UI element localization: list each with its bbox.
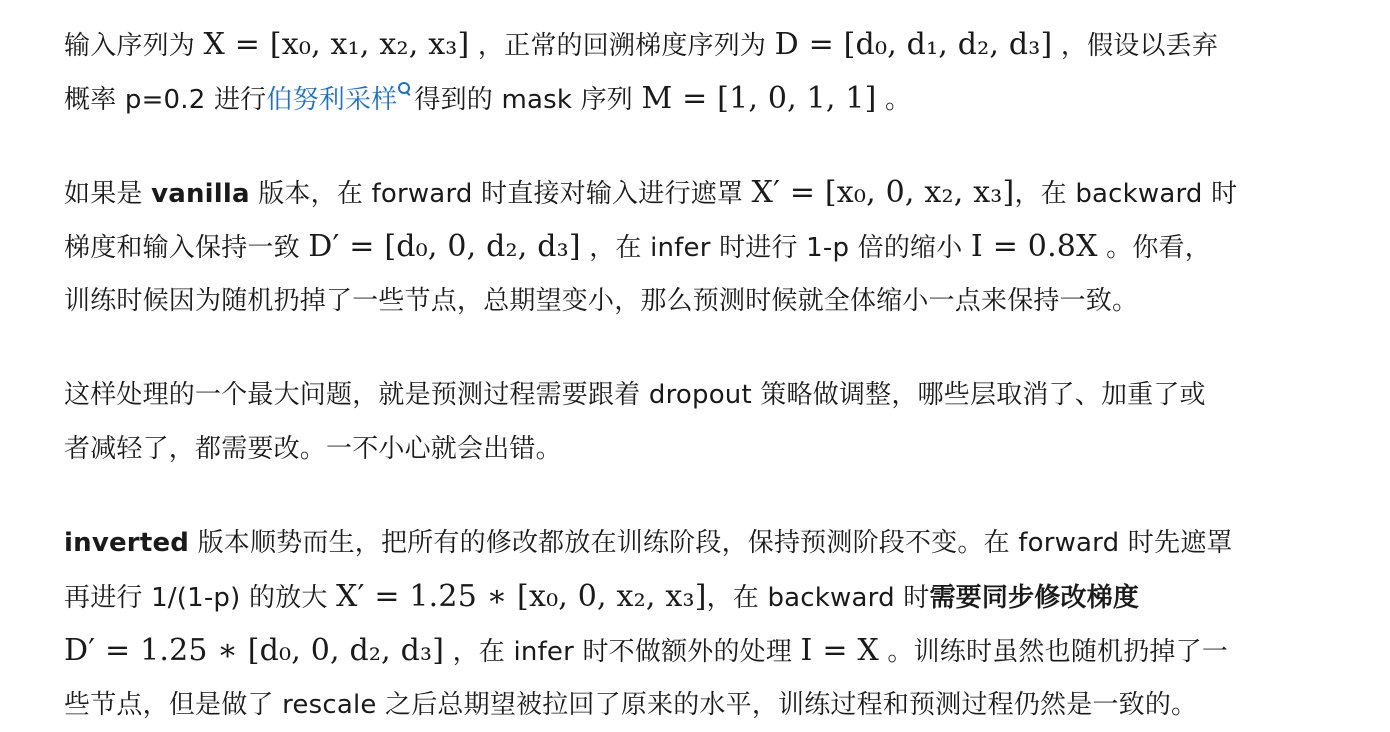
paragraph-2-line-1 [64, 166, 1374, 220]
math-masked-input: X′ = [x₀, 0, x₂, x₃] [751, 175, 1015, 210]
math-masked-gradient: D′ = [d₀, 0, d₂, d₃] [308, 229, 581, 264]
math-inverted-gradient: D′ = 1.25 ∗ [d₀, 0, d₂, d₃] [64, 633, 445, 668]
text: 输入序列为 [64, 31, 204, 61]
sync-gradient-term: 需要同步修改梯度 [929, 583, 1140, 613]
paragraph-1 [64, 18, 1374, 126]
paragraph-1-line-1 [64, 18, 1374, 72]
text: 。 [876, 85, 912, 115]
text: 些节点，但是做了 rescale 之后总期望被拉回了原来的水平，训练过程和预测过程仍然是一致的。 [64, 690, 1198, 720]
text: ，在 backward 时 [1014, 179, 1238, 209]
search-icon[interactable] [398, 82, 410, 94]
text: ，假设以丢弃 [1052, 31, 1219, 61]
text: 者减轻了，都需要改。一不小心就会出错。 [64, 434, 562, 464]
text: 再进行 1/(1-p) 的放大 [64, 583, 337, 613]
math-mask-sequence: M = [1, 0, 1, 1] [641, 81, 877, 116]
text: ，在 backward 时 [706, 583, 930, 613]
bernoulli-sampling-link[interactable]: 伯努利采样 [266, 85, 398, 115]
math-gradient-sequence: D = [d₀, d₁, d₂, d₃] [774, 27, 1053, 62]
text: 这样处理的一个最大问题，就是预测过程需要跟着 dropout 策略做调整，哪些层取消了、加重了或 [64, 380, 1206, 410]
paragraph-4-line-2 [64, 570, 1374, 624]
paragraph-2 [64, 166, 1374, 328]
paragraph-4-line-3 [64, 624, 1374, 678]
math-input-sequence: X = [x₀, x₁, x₂, x₃] [203, 27, 470, 62]
text: 。训练时虽然也随机扔掉了一 [878, 637, 1229, 667]
text: 概率 p=0.2 进行 [64, 85, 267, 115]
text: 版本顺势而生，把所有的修改都放在训练阶段，保持预测阶段不变。在 forward 时先遮罩 [189, 528, 1233, 558]
inverted-term: inverted [64, 528, 190, 558]
paragraph-3 [64, 368, 1374, 476]
paragraph-2-line-2 [64, 220, 1374, 274]
text: 训练时候因为随机扔掉了一些节点，总期望变小，那么预测时候就全体缩小一点来保持一致。 [64, 286, 1139, 316]
paragraph-4-line-1 [64, 516, 1374, 570]
text: 。你看， [1097, 233, 1211, 263]
math-inverted-input: X′ = 1.25 ∗ [x₀, 0, x₂, x₃] [336, 579, 707, 614]
math-infer-identity: I = X [800, 633, 879, 668]
text: 得到的 mask 序列 [414, 85, 642, 115]
paragraph-3-line-1 [64, 368, 1374, 422]
paragraph-3-line-2 [64, 422, 1374, 476]
vanilla-term: vanilla [151, 179, 250, 209]
text: ，正常的回溯梯度序列为 [469, 31, 775, 61]
text: 版本，在 forward 时直接对输入进行遮罩 [249, 179, 752, 209]
article-body [64, 18, 1374, 732]
paragraph-2-line-3 [64, 274, 1374, 328]
paragraph-1-line-2 [64, 72, 1374, 126]
text: ，在 infer 时不做额外的处理 [444, 637, 801, 667]
paragraph-4-line-4 [64, 678, 1374, 732]
paragraph-4 [64, 516, 1374, 732]
text: ，在 infer 时进行 1-p 倍的缩小 [580, 233, 971, 263]
text: 如果是 [64, 179, 152, 209]
text: 梯度和输入保持一致 [64, 233, 309, 263]
math-infer-scale: I = 0.8X [970, 229, 1098, 264]
